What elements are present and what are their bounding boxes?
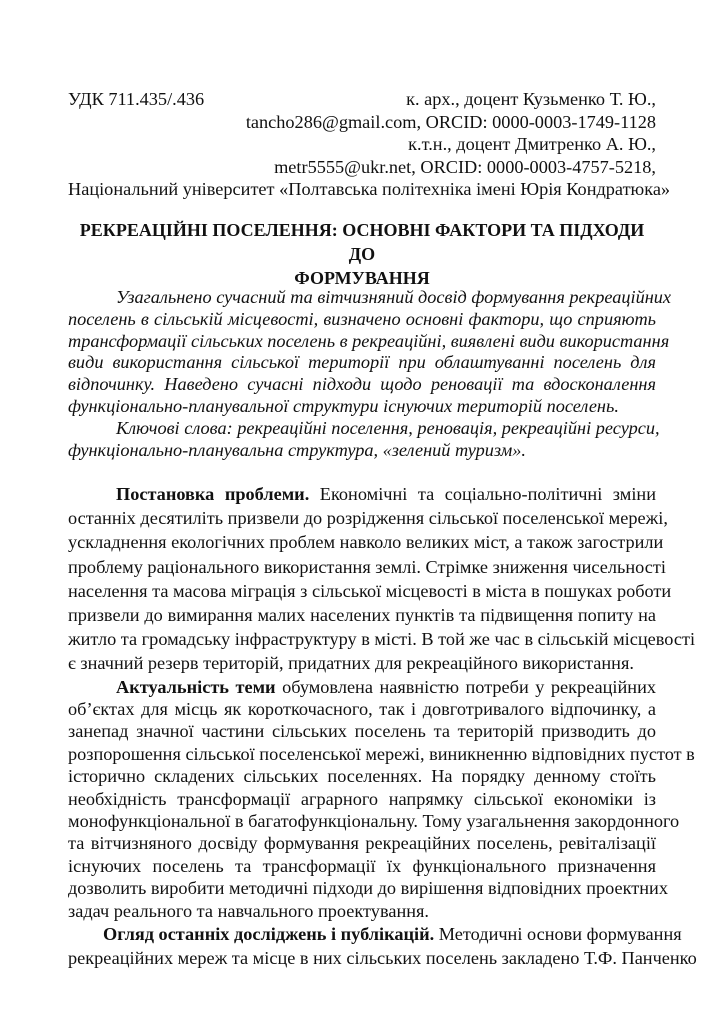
body-line: населення та масова міграція з сільської місцевості в міста в пошуках роботи [68,580,672,601]
abstract-line: функціонально-планувальної структури існуючих територій поселень. [68,395,619,416]
title-line: ФОРМУВАННЯ [294,268,430,288]
article-header [68,88,671,201]
body-line: задач реального та навчального проектування. [68,900,429,921]
title-line: РЕКРЕАЦІЙНІ ПОСЕЛЕННЯ: ОСНОВНІ ФАКТОРИ ТА ПІДХОДИ ДО [79,220,645,264]
abstract-line: відпочинку. Наведено сучасні підходи щодо реновації та вдосконалення [68,374,656,395]
paragraph-first-line [68,922,682,946]
body-text: Методичні основи формування [434,924,682,945]
abstract-line: поселень в сільській місцевості, визначено основні фактори, що сприяють [68,308,656,329]
body-line: монофункціональної в багатофункціональну. Тому узагальнення закордонного [68,811,680,832]
body-line: та вітчизняного досвіду формування рекреаційних поселень, ревіталізації [68,833,656,854]
abstract-line: Узагальнено сучасний та вітчизняний досвід формування рекреаційних [116,287,672,307]
section-heading: Огляд останніх досліджень і публікацій. [103,924,435,945]
paragraph-first-line [68,482,656,506]
body-line: необхідність трансформації аграрного напрямку сільської економіки із [68,788,656,809]
udk-code: УДК 711.435/.436 [68,89,205,109]
body-line: рекреаційних мереж та місце в них сільських поселень закладено Т.Ф. Панченко [68,948,697,969]
section-problem-statement [68,482,696,676]
abstract-line: трансформації сільських поселень в рекреаційні, виявлені види використання [68,330,670,351]
author-1-degree: к. арх., доцент Кузьменко Т. Ю., [406,89,656,109]
section-relevance [68,676,695,922]
body-line: історично складених сільських поселеннях. На порядку денному стоїть [68,766,656,787]
author-2-contact: metr5555@ukr.net, ORCID: 0000-0003-4757-5218, [274,156,656,177]
body-text: Економічні та соціально-політичні зміни [309,484,656,504]
body-text: обумовлена наявністю потреби у рекреаційних [275,676,656,697]
affiliation: Національний університет «Полтавська політехніка імені Юрія Кондратюка» [68,179,671,200]
keywords-line: Ключові слова: рекреаційні поселення, реновація, рекреаційні ресурси, [116,417,660,438]
body-line: є значний резерв територій, придатних для рекреаційного використання. [68,653,634,674]
body-line: ускладнення екологічних проблем навколо великих міст, а також загострили [68,532,664,553]
abstract-line: види використання сільської території при облаштуванні поселень для [68,352,656,373]
body-line: призвели до вимирання малих населених пунктів та підвищення попиту на [68,605,656,626]
body-line: існуючих поселень та трансформації їх функціонального призначення [68,855,656,876]
body-line: останніх десятиліть призвели до розрідження сільської поселенської мережі, [68,508,668,529]
paragraph-first-line [68,676,656,698]
article-title [68,218,656,290]
abstract [68,287,672,461]
author-2-degree: к.т.н., доцент Дмитренко А. Ю., [408,134,656,155]
keywords-line: функціонально-планувальна структура, «зелений туризм». [68,439,526,460]
article-body [68,482,697,971]
author-1-contact: tancho286@gmail.com, ORCID: 0000-0003-1749-1128 [245,111,656,132]
section-literature-review [68,922,697,970]
body-line: занепад значної частини сільських поселень та територій призводить до [68,721,656,742]
body-line: об’єктах для місць як короткочасного, так і довготривалого відпочинку, а [68,699,656,720]
body-line: розпорошення сільської поселенської мережі, виникненню відповідних пустот в [68,743,695,764]
body-line: дозволить виробити методичні підходи до вирішення відповідних проектних [68,878,668,899]
body-line: проблему раціонального використання землі. Стрімке зниження чисельності [68,556,666,577]
body-line: житло та громадську інфраструктуру в місті. В той же час в сільській місцевості [68,629,696,650]
section-heading: Актуальність теми [116,676,276,697]
section-heading: Постановка проблеми. [116,484,310,504]
